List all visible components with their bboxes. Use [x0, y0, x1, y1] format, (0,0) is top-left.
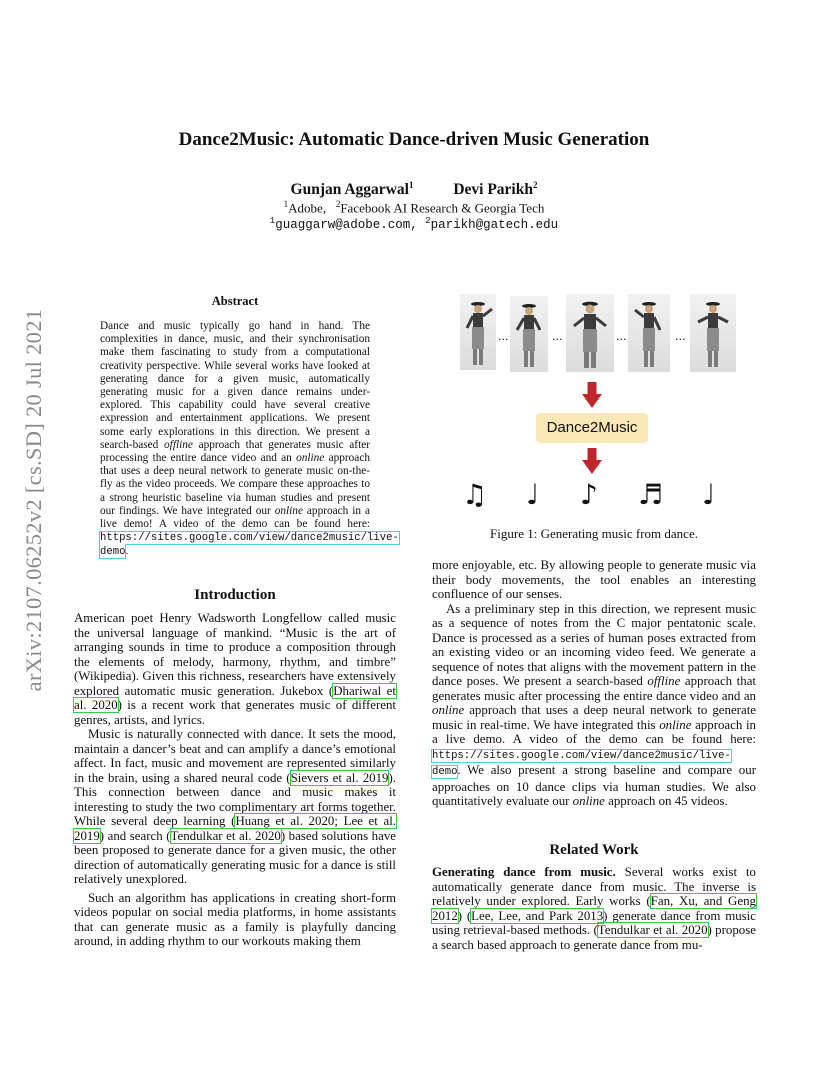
dancer-frame — [690, 294, 736, 372]
author: Gunjan Aggarwal$^1$ — [290, 180, 414, 199]
down-arrow-icon — [582, 448, 602, 474]
paragraph: Such an algorithm has applications in creating short-form videos popular on social media platforms, in home assistants that can generate music as a family is playfully dancing around, in adding rhythm to our workouts making them — [74, 890, 396, 948]
author-emails: $^1$guaggarw@adobe.com, $^2$parikh@gatech.edu — [269, 216, 559, 233]
dancer-frame — [628, 294, 670, 372]
citation-link[interactable]: Tendulkar et al. 2020 — [597, 923, 708, 937]
down-arrow-icon — [582, 382, 602, 408]
citation-link[interactable]: Sievers et al. 2019 — [290, 770, 389, 785]
music-note-icon: ♪ — [580, 478, 598, 511]
paragraph: Music is naturally connected with dance. It sets the mood, maintain a dancer’s beat and can amplify a dance’s emotional affect. In fact, music and movement are represented similarly in the brain, using a shared neural code (Sievers et al. 2019). This connection between dance and music makes it interesting to study the two complimentary art forms together. While several deep learning (Huang et al. 2020; Lee et al. 2019) and search (Tendulkar et al. 2020) based solutions have been proposed to generate dance for a given music, the other direction of automatically generating music for a dance is still relatively unexplored. — [74, 727, 396, 886]
related-work-heading: Related Work — [549, 842, 639, 858]
music-note-icon: ♫ — [462, 478, 488, 511]
music-note-icon: ♩ — [526, 478, 540, 511]
citation-link[interactable]: Tendulkar et al. 2020 — [170, 828, 281, 843]
dancer-frame — [566, 294, 614, 372]
ellipsis: ... — [616, 330, 627, 343]
figure-1 — [432, 290, 756, 522]
citation-link[interactable]: Dhariwal et al. 2020 — [74, 683, 396, 712]
ellipsis: ... — [498, 330, 509, 343]
author: Devi Parikh$^2$ — [453, 180, 538, 199]
citation-link[interactable]: Fan, Xu, and Geng 2012 — [432, 894, 756, 923]
ellipsis: ... — [675, 330, 686, 343]
dancer-frame — [460, 294, 496, 370]
citation-link[interactable]: Lee, Lee, and Park 2013 — [471, 908, 604, 923]
dance2music-box: Dance2Music — [536, 413, 648, 443]
ellipsis: ... — [552, 330, 563, 343]
demo-link[interactable]: https://sites.google.com/view/dance2music/live-demo — [100, 532, 399, 559]
arxiv-stamp: arXiv:2107.06252v2 [cs.SD] 20 Jul 2021 — [21, 308, 46, 692]
affiliations: $^1$Adobe, $^2$Facebook AI Research & Georgia Tech — [283, 199, 545, 216]
right-column-body — [432, 558, 756, 809]
abstract-heading: Abstract — [211, 294, 259, 308]
dancer-frame — [510, 296, 548, 372]
paragraph: American poet Henry Wadsworth Longfellow called music the universal language of mankind. “Music is the art of arranging sounds in time to produce a composition through the elements of melody, harmony, rhythm, and timbre” (Wikipedia). Given this richness, researchers have extensively explored automatic music generation. Jukebox (Dhariwal et al. 2020) is a recent work that generates music of different genres, artists, and lyrics. — [74, 611, 396, 727]
music-note-icon: ♬ — [638, 478, 664, 511]
music-note-icon: ♩ — [702, 478, 716, 511]
demo-link[interactable]: https://sites.google.com/view/dance2music/live-demo — [432, 749, 731, 778]
introduction-heading: Introduction — [194, 587, 276, 603]
paragraph: Generating dance from music. Several works exist to automatically generate dance from music. The inverse is relatively under explored. Early works (Fan, Xu, and Geng 2012) (Lee, Lee, and Park 2013) generate dance from music using retrieval-based methods. (Tendulkar et al. 2020) propose a search based approach to generate dance from mu- — [432, 865, 756, 952]
related-work-body — [432, 865, 756, 952]
abstract-body: Dance and music typically go hand in hand. The complexities in dance, music, and their synchronisation make them fascinating to study from a computational creativity perspective. While several works have looked at generating dance for a given music, automatically generating music for a given dance remains under-explored. This capability could have several creative expression and entertainment applications. We present some early explorations in this direction. We present a search-based offline approach that generates music after processing the entire dance video and an online approach that uses a deep neural network to generate music on-the-fly as the video proceeds. We compare these approaches to a strong heuristic baseline via human studies and present our findings. We have integrated our online approach in a live demo! A video of the demo can be found here: https://sites.google.com/view/dance2music/live-demo. — [100, 320, 399, 559]
paragraph: As a preliminary step in this direction, we represent music as a sequence of notes from the C major pentatonic scale. Dance is processed as a series of human poses extracted from an existing video or an incoming video feed. We generate a sequence of notes that aligns with the movement pattern in the dance poses. We present a search-based offline approach that generates music after processing the entire dance video and an online approach that uses a deep neural network to generate music in real-time. We have integrated this online approach in a live demo. A video of the demo can be found here: https://sites.google.com/view/dance2music/live-demo. We also present a strong baseline and compare our approaches on 10 dance clips via human studies. We also quantitatively evaluate our online approach on 45 videos. — [432, 601, 757, 808]
author-list — [0, 180, 828, 199]
introduction-body — [74, 611, 396, 949]
citation-link[interactable]: Huang et al. 2020; Lee et al. 2019 — [74, 814, 396, 843]
figure-caption: Figure 1: Generating music from dance. — [490, 526, 698, 541]
paper-title: Dance2Music: Automatic Dance-driven Music Generation — [178, 129, 650, 150]
paragraph: more enjoyable, etc. By allowing people to generate music via their body movements, the tool enables an interesting confluence of our senses. — [432, 558, 756, 601]
